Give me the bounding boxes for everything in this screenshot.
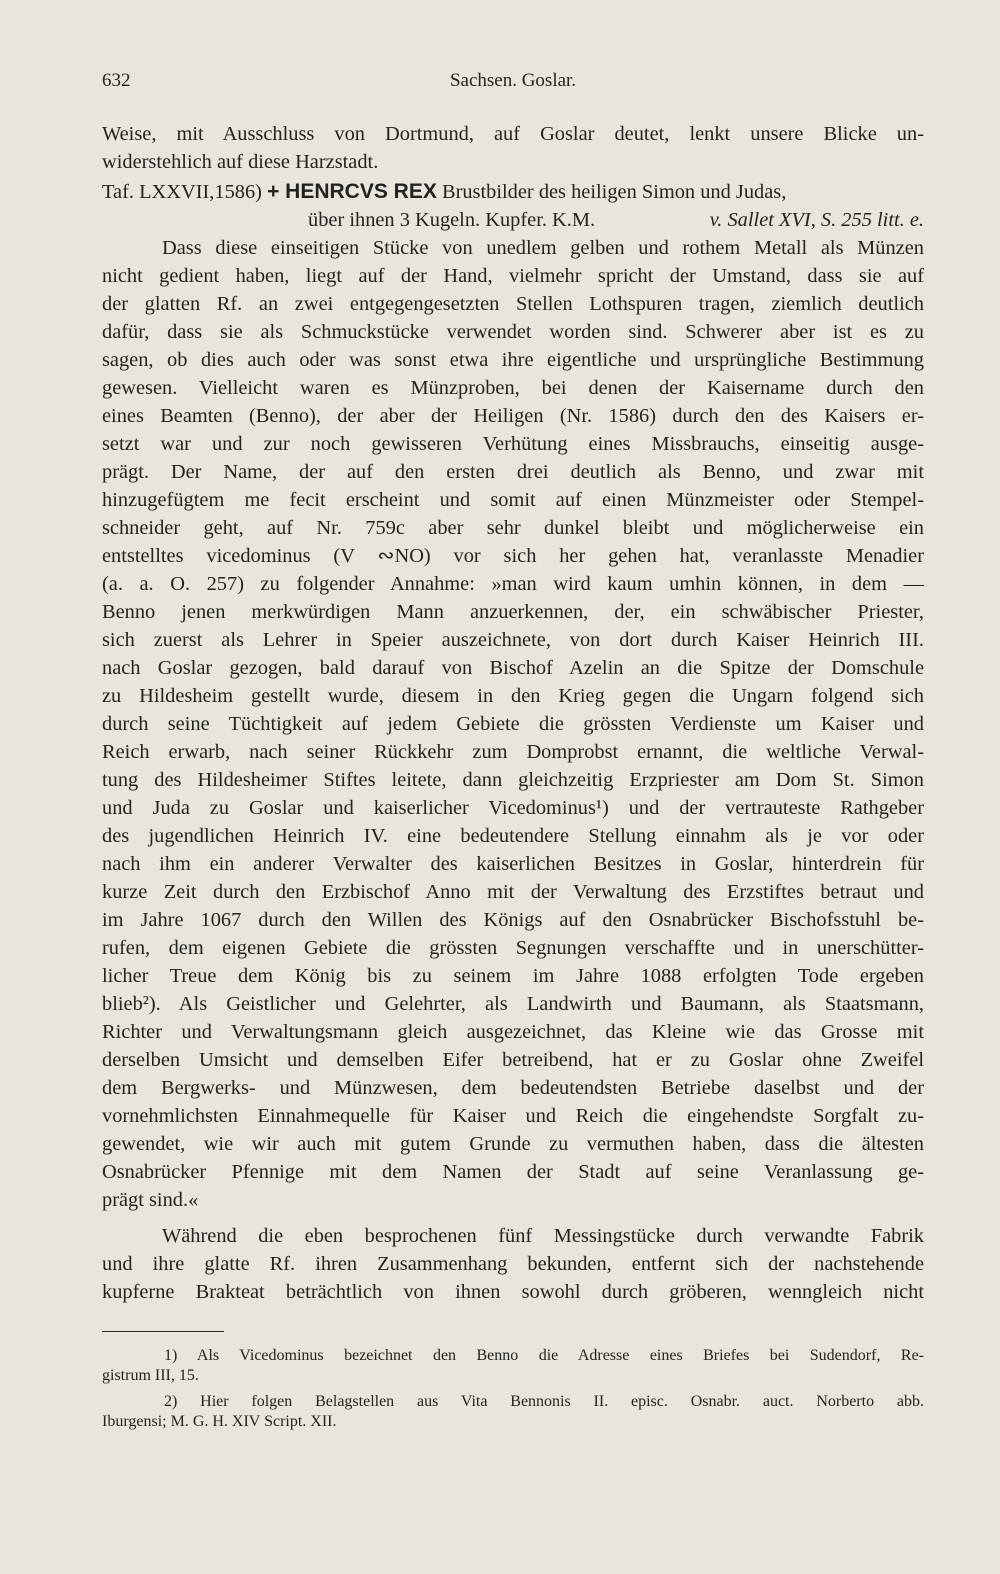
catalog-number: Taf. LXXVII,1586) xyxy=(102,181,262,203)
footnote-rule xyxy=(102,1331,224,1332)
body-line: nach ihm ein anderer Verwalter des kaiserlichen Besitzes in Goslar, hinterdrein für xyxy=(102,853,924,875)
footnote-2: 2) Hier folgen Belagstellen aus Vita Bennonis II. episc. Osnabr. auct. Norberto abb. xyxy=(164,1393,924,1410)
catalog-reference: v. Sallet XVI, S. 255 litt. e. xyxy=(709,209,924,231)
body-line: gewesen. Vielleicht waren es Münzproben, bei denen der Kaisername durch den xyxy=(102,377,924,399)
body-line: hinzugefügtem me fecit erscheint und somit auf einen Münzmeister oder Stempel- xyxy=(102,489,924,511)
coin-description: Brustbilder des heiligen Simon und Judas, xyxy=(441,181,787,203)
body-line: dem Bergwerks- und Münzwesen, dem bedeutendsten Betriebe daselbst und der xyxy=(102,1077,924,1099)
footnote-1-cont: gistrum III, 15. xyxy=(102,1367,199,1384)
body-line: Benno jenen merkwürdigen Mann anzuerkennen, der, ein schwäbischer Priester, xyxy=(102,601,924,623)
body-line: rufen, dem eigenen Gebiete die grössten Segnungen verschaffte und in unerschütter- xyxy=(102,937,924,959)
catalog-entry xyxy=(102,179,924,205)
body-line: Dass diese einseitigen Stücke von unedlem gelben und rothem Metall als Münzen xyxy=(162,237,924,259)
footnote-2-cont: Iburgensi; M. G. H. XIV Script. XII. xyxy=(102,1413,337,1430)
body-line: (a. a. O. 257) zu folgender Annahme: »man wird kaum umhin können, in dem — xyxy=(102,573,924,595)
body-line: eines Beamten (Benno), der aber der Heiligen (Nr. 1586) durch den des Kaisers er- xyxy=(102,405,924,427)
body-line: entstelltes vicedominus (V ∾NO) vor sich her gehen hat, veranlasste Menadier xyxy=(102,545,924,567)
body-line: durch seine Tüchtigkeit auf jedem Gebiete die grössten Verdienste um Kaiser und xyxy=(102,713,924,735)
coin-legend: + HENRCVS REX xyxy=(267,180,437,203)
page-number: 632 xyxy=(102,70,131,91)
body-line: kurze Zeit durch den Erzbischof Anno mit der Verwaltung des Erzstiftes betraut und xyxy=(102,881,924,903)
footnote-1: 1) Als Vicedominus bezeichnet den Benno die Adresse eines Briefes bei Sudendorf, Re- xyxy=(164,1347,924,1364)
body-line: der glatten Rf. an zwei entgegengesetzten Stellen Lothspuren tragen, ziemlich deutlich xyxy=(102,293,924,315)
body-line: im Jahre 1067 durch den Willen des Königs auf den Osnabrücker Bischofsstuhl be- xyxy=(102,909,924,931)
body-line: sich zuerst als Lehrer in Speier auszeichnete, von dort durch Kaiser Heinrich III. xyxy=(102,629,924,651)
body-line: vornehmlichsten Einnahmequelle für Kaiser und Reich die eingehendste Sorgfalt zu- xyxy=(102,1105,924,1127)
body-line: und Juda zu Goslar und kaiserlicher Vicedominus¹) und der vertrauteste Rathgeber xyxy=(102,797,924,819)
body-line: Reich erwarb, nach seiner Rückkehr zum Domprobst ernannt, die weltliche Verwal- xyxy=(102,741,924,763)
body-line: sagen, ob dies auch oder was sonst etwa ihre eigentliche und ursprüngliche Bestimmung xyxy=(102,349,924,371)
body-line: Richter und Verwaltungsmann gleich ausgezeichnet, das Kleine wie das Grosse mit xyxy=(102,1021,924,1043)
body-line: widerstehlich auf diese Harzstadt. xyxy=(102,151,379,173)
body-line: zu Hildesheim gestellt wurde, diesem in den Krieg gegen die Ungarn folgend sich xyxy=(102,685,924,707)
body-line: und ihre glatte Rf. ihren Zusammenhang bekunden, entfernt sich der nachstehende xyxy=(102,1253,924,1275)
page-header xyxy=(102,70,924,100)
body-line: nach Goslar gezogen, bald darauf von Bischof Azelin an die Spitze der Domschule xyxy=(102,657,924,679)
body-line: gewendet, wie wir auch mit gutem Grunde zu vermuthen haben, dass die ältesten xyxy=(102,1133,924,1155)
body-line: setzt war und zur noch gewisseren Verhütung eines Missbrauchs, einseitig ausge- xyxy=(102,433,924,455)
body-line: licher Treue dem König bis zu seinem im Jahre 1088 erfolgten Tode ergeben xyxy=(102,965,924,987)
body-line: des jugendlichen Heinrich IV. eine bedeutendere Stellung einnahm als je vor oder xyxy=(102,825,924,847)
body-line: tung des Hildesheimer Stiftes leitete, dann gleichzeitig Erzpriester am Dom St. Simon xyxy=(102,769,924,791)
body-line: nicht gedient haben, liegt auf der Hand, vielmehr spricht der Umstand, dass sie auf xyxy=(102,265,924,287)
coin-material: über ihnen 3 Kugeln. Kupfer. K.M. xyxy=(308,209,596,231)
body-line: schneider geht, auf Nr. 759c aber sehr dunkel bleibt und möglicherweise ein xyxy=(102,517,924,539)
body-line: dafür, dass sie als Schmuckstücke verwendet worden sind. Schwerer aber ist es zu xyxy=(102,321,924,343)
body-line: Osnabrücker Pfennige mit dem Namen der Stadt auf seine Veranlassung ge- xyxy=(102,1161,924,1183)
catalog-entry-line2 xyxy=(308,207,924,233)
body-line: derselben Umsicht und demselben Eifer betreibend, hat er zu Goslar ohne Zweifel xyxy=(102,1049,924,1071)
body-line: Weise, mit Ausschluss von Dortmund, auf Goslar deutet, lenkt unsere Blicke un- xyxy=(102,123,924,145)
body-line: kupferne Brakteat beträchtlich von ihnen sowohl durch gröberen, wenngleich nicht xyxy=(102,1281,924,1303)
running-title: Sachsen. Goslar. xyxy=(449,70,577,91)
body-line: prägt sind.« xyxy=(102,1189,199,1211)
body-line: blieb²). Als Geistlicher und Gelehrter, als Landwirth und Baumann, als Staatsmann, xyxy=(102,993,924,1015)
body-line: prägt. Der Name, der auf den ersten drei deutlich als Benno, und zwar mit xyxy=(102,461,924,483)
body-line: Während die eben besprochenen fünf Messingstücke durch verwandte Fabrik xyxy=(162,1225,924,1247)
